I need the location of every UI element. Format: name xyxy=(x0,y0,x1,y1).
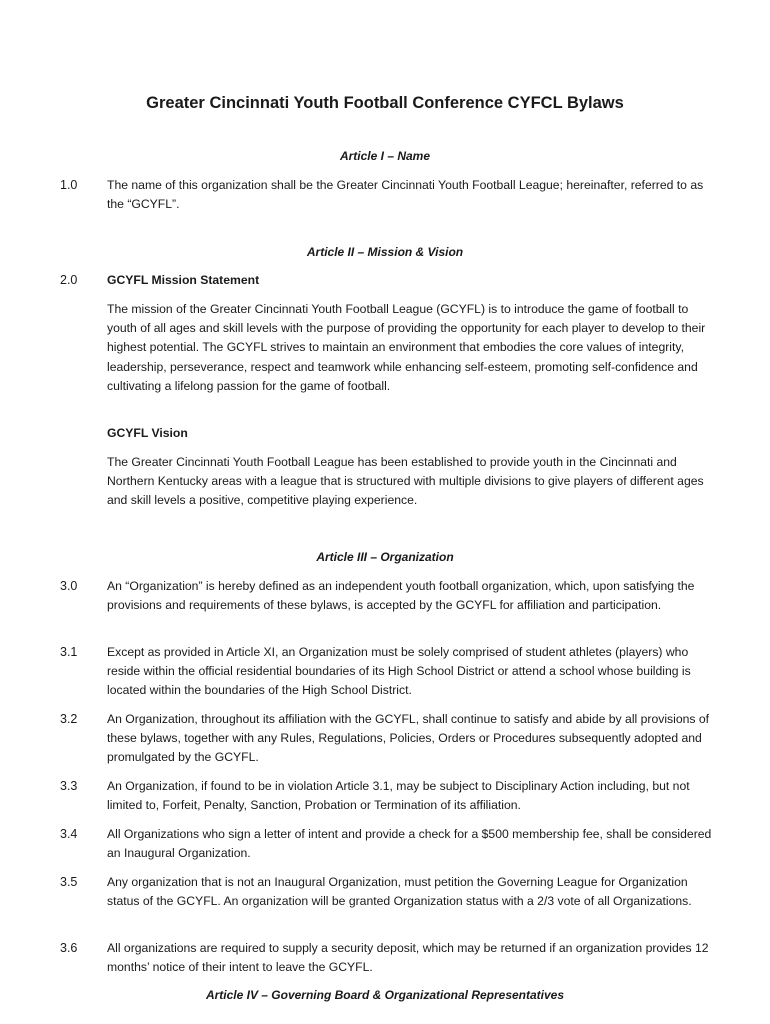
section-number: 3.4 xyxy=(60,827,78,841)
article-1-heading: Article I – Name xyxy=(339,149,431,163)
section-number: 2.0 xyxy=(60,273,78,287)
section-text: An Organization, throughout its affiliation with the GCYFL, shall continue to satisfy and abide by all provisions of these bylaws, together with any Rules, Regulations, Policies, Orders or Procedures subsequently adopted and promulgated by the GCYFL. xyxy=(107,712,710,765)
section-text: Except as provided in Article XI, an Organization must be solely comprised of student athletes (players) who reside within the official residential boundaries of its High School District or attend a school whose building is located within the boundaries of the High School District. xyxy=(107,645,691,698)
article-3-heading: Article III – Organization xyxy=(316,550,454,564)
vision-heading: GCYFL Vision xyxy=(107,426,188,440)
section-text: All Organizations who sign a letter of intent and provide a check for a $500 membership fee, shall be considered an Inaugural Organization. xyxy=(107,827,712,861)
section-number: 3.1 xyxy=(60,645,78,659)
section-number: 3.2 xyxy=(60,712,78,726)
section-text: An Organization, if found to be in violation Article 3.1, may be subject to Disciplinary Action including, but not limited to, Forfeit, Penalty, Sanction, Probation or Termination of its affiliation. xyxy=(107,779,690,813)
section-text: All organizations are required to supply a security deposit, which may be returned if an organization provides 12 months’ notice of their intent to leave the GCYFL. xyxy=(107,941,709,975)
section-text: An “Organization” is hereby defined as an independent youth football organization, which, upon satisfying the provisions and requirements of these bylaws, is accepted by the GCYFL for affiliation and participation. xyxy=(107,579,695,613)
mission-text: The mission of the Greater Cincinnati Youth Football League (GCYFL) is to introduce the game of football to youth of all ages and skill levels with the purpose of providing the opportunity for each player to develop to their highest potential. The GCYFL strives to maintain an environment that embodies the core values of integrity, leadership, perseverance, respect and teamwork while enhancing self-esteem, promoting self-confidence and cultivating a lifelong passion for the game of football. xyxy=(107,302,706,393)
section-number: 1.0 xyxy=(60,178,78,192)
article-2-heading: Article II – Mission & Vision xyxy=(306,245,464,259)
section-number: 3.5 xyxy=(60,875,78,889)
section-number: 3.0 xyxy=(60,579,78,593)
mission-heading: GCYFL Mission Statement xyxy=(107,273,260,287)
vision-text: The Greater Cincinnati Youth Football League has been established to provide youth in the Cincinnati and Northern Kentucky areas with a league that is structured with multiple divisions to give players of different ages and skill levels a positive, competitive playing experience. xyxy=(107,455,704,508)
section-number: 3.3 xyxy=(60,779,78,793)
article-4-heading: Article IV – Governing Board & Organizational Representatives xyxy=(205,988,565,1002)
section-number: 3.6 xyxy=(60,941,78,955)
document-title: Greater Cincinnati Youth Football Conference CYFCL Bylaws xyxy=(146,94,624,112)
section-text: Any organization that is not an Inaugural Organization, must petition the Governing League for Organization status of the GCYFL. An organization will be granted Organization status with a 2/3 vote of all Organizations. xyxy=(107,875,692,909)
section-text: The name of this organization shall be the Greater Cincinnati Youth Football League; hereinafter, referred to as the “GCYFL”. xyxy=(107,178,704,212)
